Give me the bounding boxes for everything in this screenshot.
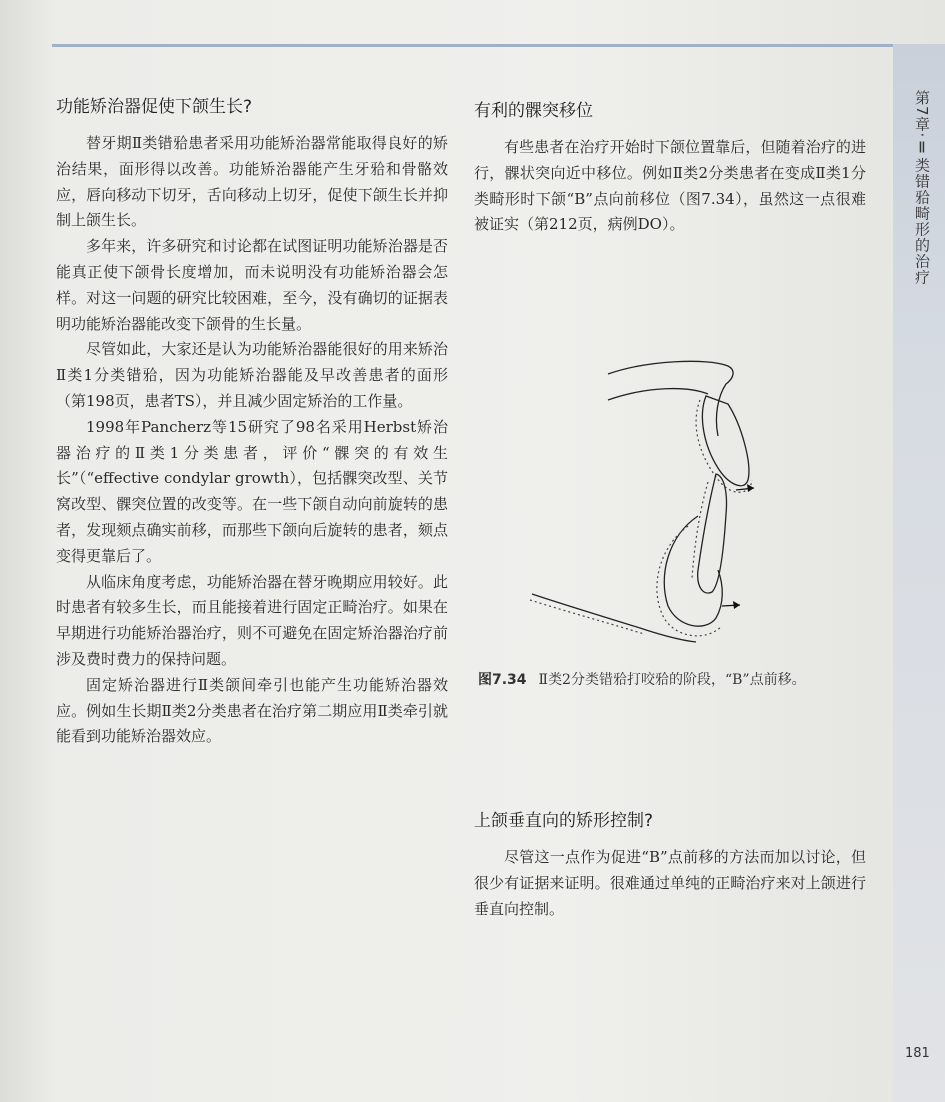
section-heading-maxilla-vertical: 上颌垂直向的矫形控制?: [474, 811, 654, 831]
paragraph: 多年来，许多研究和讨论都在试图证明功能矫治器是否能真正使下颌骨长度增加，而未说明没有功能矫治器会怎样。对这一问题的研究比较困难，至今，没有确切的证据表明功能矫治器能改变下颌骨的生长量。: [56, 237, 448, 333]
arrow-icon-lower: [722, 601, 740, 609]
section-heading-condyle-displacement: 有利的髁突移位: [474, 101, 593, 121]
section-heading-functional-appliance: 功能矫治器促使下颌生长?: [56, 97, 253, 117]
right-column: [474, 96, 866, 238]
chapter-tab: 第7章·Ⅱ类错𬌗畸形的治疗: [913, 90, 931, 286]
paragraph: 替牙期Ⅱ类错𬌗患者采用功能矫治器常能取得良好的矫治结果，面形得以改善。功能矫治器能产生牙𬌗和骨骼效应，唇向移动下切牙，舌向移动上切牙，促使下颌生长并抑制上颌生长。: [56, 134, 448, 230]
paragraph: 从临床角度考虑，功能矫治器在替牙晚期应用较好。此时患者有较多生长，而且能接着进行固定正畸治疗。如果在早期进行功能矫治器治疗，则不可避免在固定矫治器治疗前涉及费时费力的保持问题。: [56, 572, 448, 668]
paragraph: 尽管这一点作为促进“B”点前移的方法而加以讨论，但很少有证据来证明。很难通过单纯的正畸治疗来对上颌进行垂直向控制。: [474, 848, 866, 918]
page-number: 181: [905, 1046, 930, 1061]
figure-caption: [478, 669, 878, 689]
paragraph: 有些患者在治疗开始时下颌位置靠后，但随着治疗的进行，髁状突向近中移位。例如Ⅱ类2分类患者在变成Ⅱ类1分类畸形时下颌“B”点向前移位（图7.34），虽然这一点很难被证实（第212页，病例DO）。: [474, 138, 866, 234]
left-column: [56, 92, 448, 750]
cephalometric-tracing-drawing: [528, 356, 828, 646]
header-rule: [52, 44, 945, 47]
paragraph: 固定矫治器进行Ⅱ类颌间牵引也能产生功能矫治器效应。例如生长期Ⅱ类2分类患者在治疗第二期应用Ⅱ类牵引就能看到功能矫治器效应。: [56, 675, 448, 746]
section-maxilla-vertical-control: [474, 806, 866, 922]
paragraph: 1998年Pancherz等15研究了98名采用Herbst矫治器治疗的Ⅱ类1分类患者，评价“髁突的有效生长”（“effective condylar growth），包括髁突改型、关节窝改型、髁突位置的改变等。在一些下颌自动向前旋转的患者，发现颏点确实前移，而那些下颌向后旋转的患者，颏点变得更靠后了。: [56, 417, 448, 565]
figure-caption-label: 图7.34: [478, 672, 527, 688]
figure-caption-text: Ⅱ类2分类错𬌗打咬𬌗的阶段，“B”点前移。: [538, 672, 806, 688]
figure-7-34-tracing: [528, 356, 828, 646]
paragraph: 尽管如此，大家还是认为功能矫治器能很好的用来矫治Ⅱ类1分类错𬌗，因为功能矫治器能及早改善患者的面形（第198页，患者TS），并且减少固定矫治的工作量。: [56, 340, 448, 410]
